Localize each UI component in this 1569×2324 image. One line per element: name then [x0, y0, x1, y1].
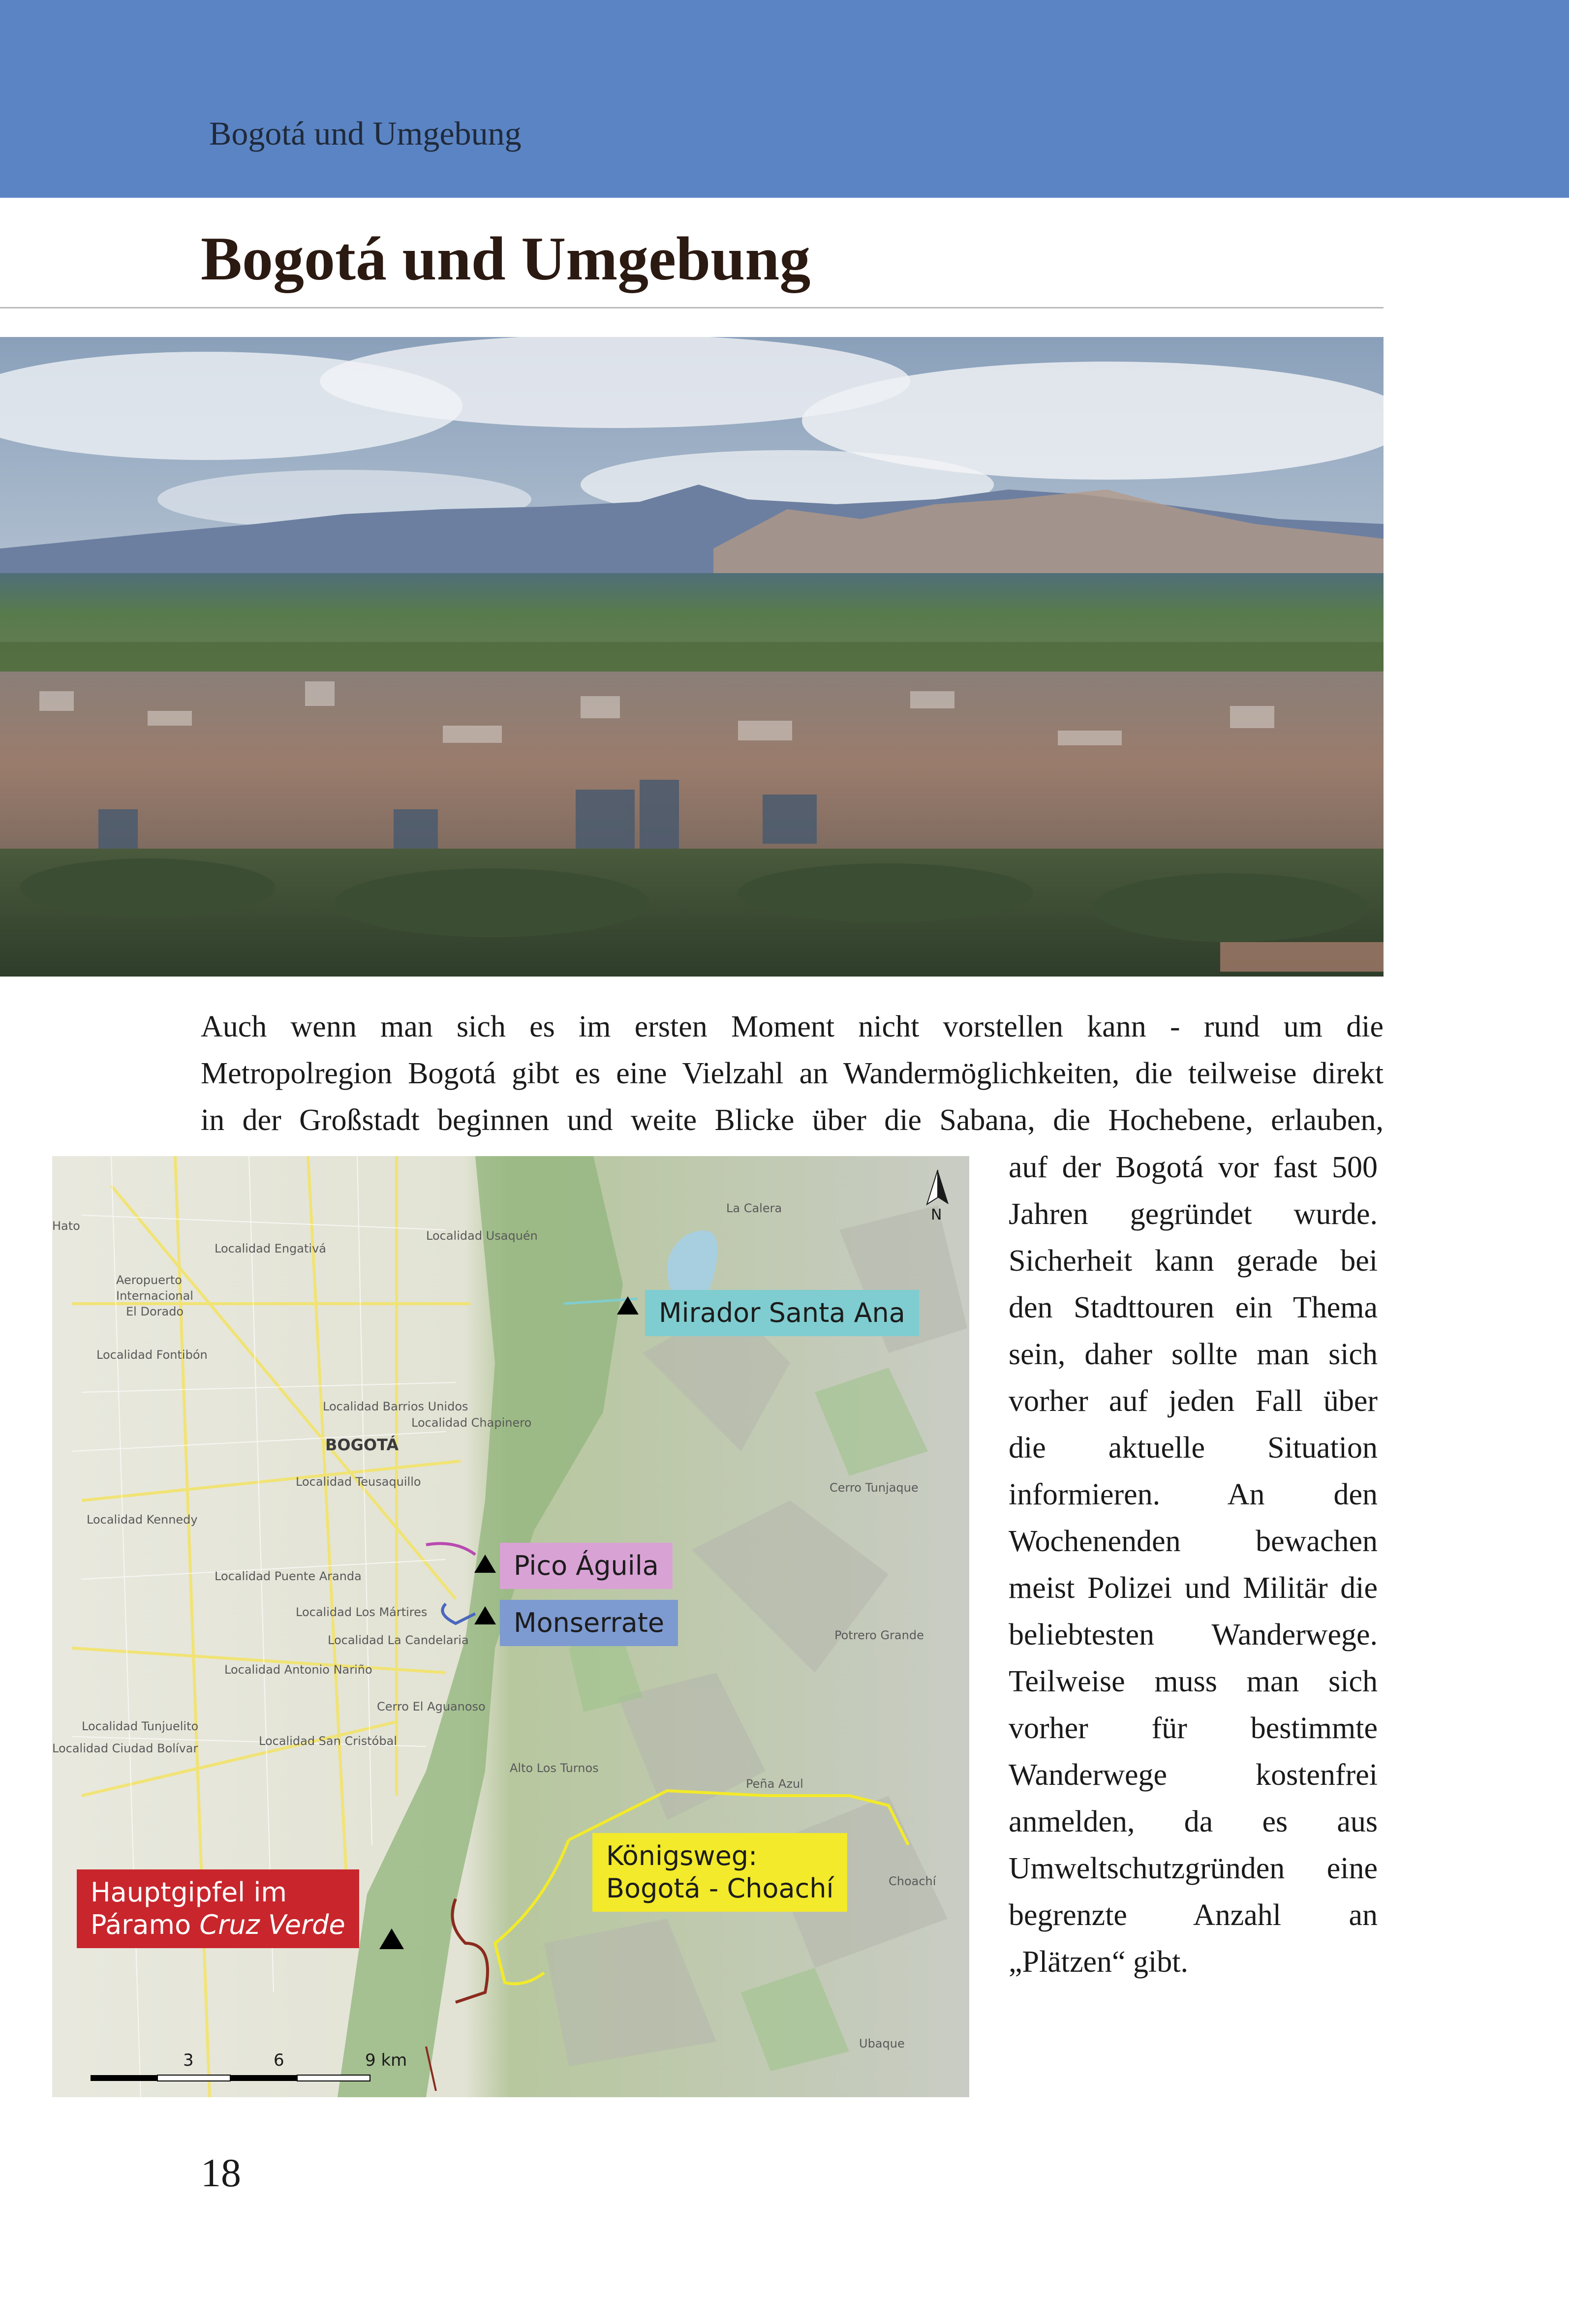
map-place: Ubaque [859, 2037, 905, 2050]
map-place: Peña Azul [746, 1777, 803, 1791]
map-label-pico-aguila: Pico Águila [500, 1543, 673, 1589]
hiking-map [52, 1156, 969, 2097]
text-line: Metropolregion Bogotá gibt es eine Vielzahl an Wandermöglichkeiten, die teilweise direkt [201, 1057, 1384, 1090]
map-label-mirador-santa-ana: Mirador Santa Ana [645, 1290, 919, 1336]
label-italic-text: Cruz Verde [199, 1909, 345, 1940]
map-label-hauptgipfel [77, 1869, 359, 1948]
text-line: „Plätzen“ gibt. [1009, 1945, 1188, 1979]
map-place: Localidad San Cristóbal [259, 1734, 397, 1748]
text-line: Sicherheit kann gerade bei [1009, 1244, 1378, 1278]
label-text: Páramo [91, 1909, 200, 1940]
text-line: meist Polizei und Militär die [1009, 1571, 1378, 1605]
map-place: Localidad Los Mártires [296, 1605, 428, 1619]
map-place: Potrero Grande [834, 1628, 924, 1642]
text-line: beliebtesten Wanderwege. [1009, 1618, 1378, 1651]
north-label: N [931, 1206, 942, 1223]
label-line: Bogotá - Choachí [606, 1873, 834, 1904]
map-place: Hato [52, 1219, 80, 1233]
label-line [91, 1909, 345, 1941]
map-place: Localidad Engativá [215, 1242, 326, 1255]
map-place: Cerro Tunjaque [830, 1481, 919, 1495]
text-line: Wochenenden bewachen [1009, 1525, 1378, 1558]
text-line: vorher für bestimmte [1009, 1712, 1378, 1745]
page-number: 18 [201, 2150, 241, 2195]
map-place: La Calera [726, 1201, 782, 1215]
text-line: vorher auf jeden Fall über [1009, 1384, 1378, 1418]
map-place: BOGOTÁ [325, 1436, 399, 1454]
map-place: Localidad La Candelaria [328, 1633, 469, 1647]
city-panorama-photo [0, 337, 1384, 977]
text-line: Umweltschutzgründen eine [1009, 1852, 1378, 1885]
map-place: Internacional [116, 1289, 193, 1303]
scale-label: 9 km [365, 2050, 407, 2070]
map-place: Aeropuerto [116, 1273, 182, 1287]
map-place: Choachí [889, 1874, 936, 1888]
intro-paragraph [201, 1004, 1384, 1144]
map-place: Localidad Kennedy [87, 1513, 198, 1527]
map-place: Cerro El Aguanoso [377, 1700, 486, 1713]
map-label-monserrate: Monserrate [500, 1600, 678, 1646]
text-line: sein, daher sollte man sich [1009, 1338, 1378, 1371]
map-label-koenigsweg [592, 1833, 847, 1912]
chapter-title: Bogotá und Umgebung [201, 225, 811, 293]
scale-bar [91, 2075, 370, 2081]
text-line: Jahren gegründet wurde. [1009, 1197, 1378, 1231]
map-place: Localidad Puente Aranda [215, 1569, 362, 1583]
map-place: Localidad Tunjuelito [82, 1719, 199, 1733]
map-place: Alto Los Turnos [510, 1761, 599, 1775]
map-place: Localidad Chapinero [411, 1416, 532, 1430]
text-line: anmelden, da es aus [1009, 1805, 1378, 1838]
label-line: Hauptgipfel im [91, 1877, 287, 1908]
text-line: Wanderwege kostenfrei [1009, 1758, 1378, 1792]
map-place: Localidad Teusaquillo [296, 1475, 421, 1489]
side-paragraph [1009, 1144, 1378, 1986]
map-place: Localidad Ciudad Bolívar [52, 1742, 198, 1755]
scale-label: 6 [274, 2050, 284, 2070]
text-line: die aktuelle Situation [1009, 1431, 1378, 1465]
text-line: den Stadttouren ein Thema [1009, 1291, 1378, 1324]
text-line: in der Großstadt beginnen und weite Blicke über die Sabana, die Hochebene, erlauben, [201, 1103, 1384, 1137]
north-arrow-icon [918, 1170, 957, 1229]
text-line: Auch wenn man sich es im ersten Moment nicht vorstellen kann - rund um die [201, 1010, 1384, 1043]
map-place: Localidad Antonio Nariño [224, 1663, 372, 1677]
title-divider [0, 307, 1384, 308]
text-line: begrenzte Anzahl an [1009, 1898, 1378, 1932]
map-place: Localidad Fontibón [96, 1348, 208, 1362]
map-place: Localidad Barrios Unidos [323, 1400, 468, 1413]
running-title: Bogotá und Umgebung [209, 115, 522, 152]
map-place: Localidad Usaquén [426, 1229, 538, 1243]
scale-label: 3 [183, 2050, 194, 2070]
text-line: informieren. An den [1009, 1478, 1378, 1511]
header-band [0, 0, 1569, 198]
text-line: Teilweise muss man sich [1009, 1665, 1378, 1698]
map-place: El Dorado [126, 1305, 184, 1318]
label-line: Königsweg: [606, 1840, 758, 1871]
text-line: auf der Bogotá vor fast 500 [1009, 1151, 1378, 1184]
